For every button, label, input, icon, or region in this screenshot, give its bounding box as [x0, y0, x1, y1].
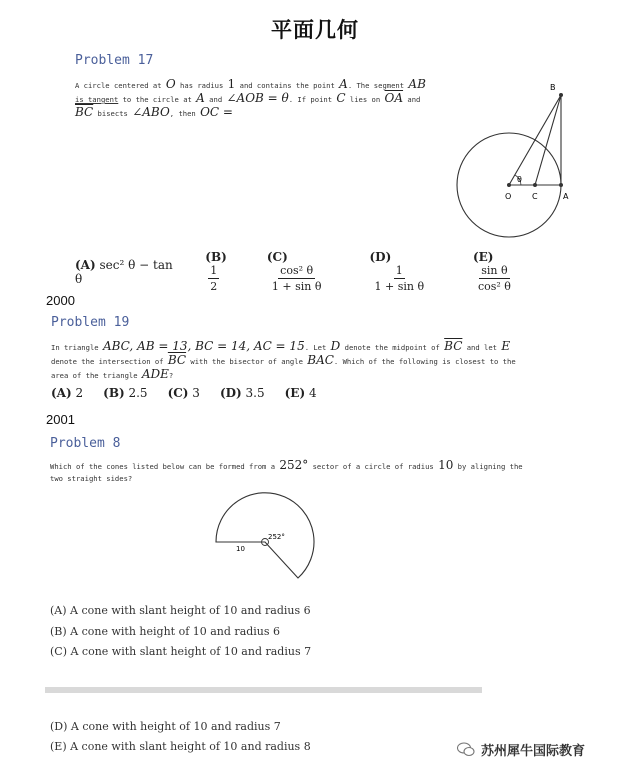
choice-c: (C) 3	[167, 386, 200, 400]
problem-19-text	[51, 340, 551, 382]
choice-e: (E) $\frac{\text{sin θ}}{\text{cos² θ}}$	[472, 250, 511, 293]
problem-17-label: Problem 17	[75, 53, 154, 68]
choice-e: (E) 4	[284, 386, 317, 400]
watermark	[457, 740, 585, 759]
p17-line-1: A circle centered at O has radius 1 and contains the point A. The segment AB	[75, 77, 426, 91]
label-b: B	[550, 83, 556, 92]
p17-line-3: $\overline{BC}$ bisects ∠ABO, then OC =	[75, 105, 233, 119]
p8-choice-a: (A) A cone with slant height of 10 and radius 6	[50, 604, 311, 617]
p8-line-1: Which of the cones listed below can be formed from a 252° sector of a circle of radius 10 by aligning the	[50, 458, 523, 472]
problem-17-figure	[450, 78, 580, 248]
point-o	[507, 183, 511, 187]
sector-figure	[210, 487, 320, 595]
segment-bc	[535, 95, 561, 185]
p8-choice-e: (E) A cone with slant height of 10 and radius 8	[50, 740, 311, 753]
point-a	[559, 183, 563, 187]
year-2000: 2000	[46, 293, 75, 308]
choice-c: (C) $\frac{\text{cos² θ}}{\text{1 + sin θ}}$	[266, 250, 322, 293]
wechat-icon	[457, 742, 475, 757]
problem-19-choices	[51, 386, 317, 400]
page-divider	[45, 687, 482, 693]
problem-8-label: Problem 8	[50, 436, 121, 451]
page-title: 平面几何	[271, 18, 359, 42]
p8-choice-c: (C) A cone with slant height of 10 and radius 7	[50, 645, 312, 658]
choice-d: (D) 3.5	[219, 386, 265, 400]
p17-line-2: is tangent to the circle at A and ∠AOB = θ. If point C lies on $\overline{OA}$ and	[75, 91, 421, 105]
p19-line-1: In triangle ABC, AB = 13, BC = 14, AC = 15. Let D denote the midpoint of $\overline{BC}$ and let E	[51, 339, 511, 353]
p8-choice-b: (B) A cone with height of 10 and radius 6	[50, 625, 281, 638]
year-2001: 2001	[46, 412, 75, 427]
p8-choice-d: (D) A cone with height of 10 and radius 7	[50, 720, 281, 733]
sector-angle-label: 252°	[268, 533, 285, 541]
label-c: C	[532, 192, 538, 201]
p19-line-3: area of the triangle ADE?	[51, 367, 174, 381]
choice-d: (D) $\frac{1}{\text{1 + sin θ}}$	[369, 250, 425, 293]
sector-outline	[216, 493, 314, 578]
problem-17-choices	[75, 250, 535, 293]
label-a: A	[563, 192, 569, 201]
problem-8-text	[50, 459, 550, 485]
theta-label: θ	[517, 175, 522, 184]
p19-line-2: denote the intersection of $\overline{BC}$ with the bisector of angle BAC. Which of the following is closest to the	[51, 353, 516, 367]
problem-17-text	[75, 78, 445, 120]
point-c	[533, 183, 537, 187]
point-b	[559, 93, 563, 97]
choice-b: (B) 2.5	[103, 386, 148, 400]
watermark-text: 苏州犀牛国际教育	[481, 744, 586, 759]
label-o: O	[505, 192, 512, 201]
sector-radius-label: 10	[236, 545, 245, 553]
choice-a: (A) 2	[51, 386, 84, 400]
p8-line-2: two straight sides?	[50, 474, 133, 483]
segment-ob	[509, 95, 561, 185]
choice-a: (A) sec² θ − tan θ	[75, 257, 173, 286]
problem-19-label: Problem 19	[51, 315, 130, 330]
choice-b: (B) $\frac{1}{2}$	[205, 250, 227, 293]
